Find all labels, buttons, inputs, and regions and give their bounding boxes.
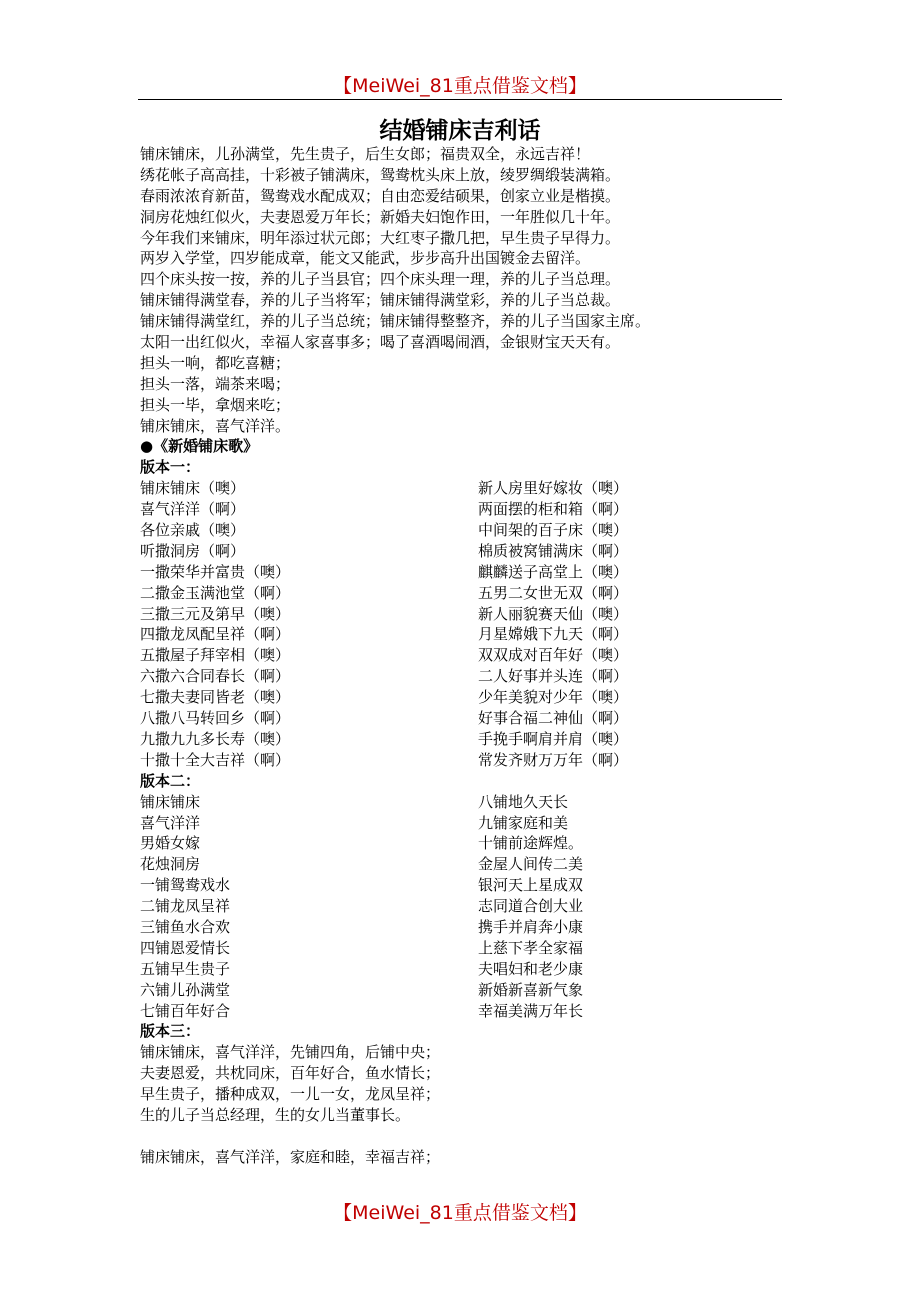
intro-line: 今年我们来铺床，明年添过状元郎；大红枣子撒几把，早生贵子早得力。 xyxy=(140,228,621,247)
verse-right: 银河天上星成双 xyxy=(478,876,584,895)
intro-line: 铺床铺床，喜气洋洋。 xyxy=(140,416,291,435)
verse-right: 双双成对百年好（噢） xyxy=(478,646,629,665)
verse-row xyxy=(140,813,740,834)
verse-row xyxy=(140,792,740,813)
verse-right: 两面摆的柜和箱（啊） xyxy=(478,500,629,519)
version2-label: 版本二： xyxy=(140,771,201,790)
version1-list xyxy=(140,478,740,770)
verse-right: 五男二女世无双（啊） xyxy=(478,583,629,602)
verse-row xyxy=(140,896,740,917)
version3-line: 早生贵子，播种成双，一儿一女，龙凤呈祥； xyxy=(140,1085,441,1104)
header-rule xyxy=(138,99,782,100)
intro-line: 铺床铺得满堂红，养的儿子当总统；铺床铺得整整齐，养的儿子当国家主席。 xyxy=(140,312,651,331)
verse-left: 花烛洞房 xyxy=(140,855,201,874)
document-body xyxy=(140,144,740,1168)
intro-line: 铺床铺床，儿孙满堂，先生贵子，后生女郎；福贵双全，永远吉祥！ xyxy=(140,145,591,163)
verse-left: 三撒三元及第早（噢） xyxy=(140,604,291,623)
verse-row xyxy=(140,708,740,729)
verse-right: 手挽手啊肩并肩（噢） xyxy=(478,729,629,748)
verse-left: 十撒十全大吉祥（啊） xyxy=(140,750,291,769)
verse-right: 金屋人间传二美 xyxy=(478,855,584,874)
version3-lines xyxy=(140,1042,740,1126)
verse-left: 四铺恩爱情长 xyxy=(140,938,231,957)
intro-line: 洞房花烛红似火，夫妻恩爱万年长；新婚夫妇饱作田，一年胜似几十年。 xyxy=(140,207,621,226)
version3-line: 铺床铺床，喜气洋洋，先铺四角，后铺中央； xyxy=(140,1043,441,1062)
verse-right: 十铺前途辉煌。 xyxy=(478,834,584,853)
intro-line: 担头一响，都吃喜糖； xyxy=(140,353,291,372)
intro-line: 担头一毕，拿烟来吃； xyxy=(140,395,291,414)
verse-row xyxy=(140,980,740,1001)
page-footer: 【MeiWei_81重点借鉴文档】 xyxy=(333,1202,587,1224)
verse-right: 携手并肩奔小康 xyxy=(478,917,584,936)
intro-line: 担头一落，端茶来喝； xyxy=(140,374,291,393)
verse-left: 一铺鸳鸯戏水 xyxy=(140,876,231,895)
verse-left: 一撒荣华并富贵（噢） xyxy=(140,562,291,581)
verse-left: 喜气洋洋（啊） xyxy=(140,500,246,519)
verse-row xyxy=(140,854,740,875)
verse-row xyxy=(140,541,740,562)
version3-closing-line: 铺床铺床，喜气洋洋，家庭和睦，幸福吉祥； xyxy=(140,1147,441,1166)
version1-label: 版本一： xyxy=(140,458,201,477)
intro-line: 春雨浓浓育新苗，鸳鸯戏水配成双；自由恋爱结硕果，创家立业是楷摸。 xyxy=(140,186,621,205)
verse-left: 各位亲戚（噢） xyxy=(140,521,246,540)
verse-left: 听撒洞房（啊） xyxy=(140,541,246,560)
verse-row xyxy=(140,938,740,959)
verse-right: 新婚新喜新气象 xyxy=(478,980,584,999)
verse-right: 新人丽貌赛天仙（噢） xyxy=(478,604,629,623)
verse-right: 九铺家庭和美 xyxy=(478,813,569,832)
intro-line: 两岁入学堂，四岁能成章，能文又能武，步步高升出国镀金去留洋。 xyxy=(140,249,591,268)
verse-right: 志同道合创大业 xyxy=(478,897,584,916)
verse-row xyxy=(140,624,740,645)
verse-left: 六撒六合同春长（啊） xyxy=(140,667,291,686)
verse-right: 二人好事并头连（啊） xyxy=(478,667,629,686)
verse-row xyxy=(140,604,740,625)
verse-left: 铺床铺床（噢） xyxy=(140,479,246,498)
verse-row xyxy=(140,687,740,708)
verse-right: 夫唱妇和老少康 xyxy=(478,959,584,978)
document-title: 结婚铺床吉利话 xyxy=(379,118,541,144)
verse-left: 五撒屋子拜宰相（噢） xyxy=(140,646,291,665)
verse-left: 六铺儿孙满堂 xyxy=(140,980,231,999)
verse-right: 少年美貌对少年（噢） xyxy=(478,688,629,707)
verse-left: 五铺早生贵子 xyxy=(140,959,231,978)
verse-right: 八铺地久天长 xyxy=(478,792,569,811)
verse-row xyxy=(140,959,740,980)
intro-line: 太阳一出红似火，幸福人家喜事多；喝了喜酒喝闹酒，金银财宝天天有。 xyxy=(140,333,621,352)
verse-right: 月星嫦娥下九天（啊） xyxy=(478,625,629,644)
verse-right: 好事合福二神仙（啊） xyxy=(478,709,629,728)
verse-row xyxy=(140,478,740,499)
verse-right: 幸福美满万年长 xyxy=(478,1001,584,1020)
verse-left: 铺床铺床 xyxy=(140,792,201,811)
verse-left: 四撒龙凤配呈祥（啊） xyxy=(140,625,291,644)
verse-row xyxy=(140,499,740,520)
verse-left: 喜气洋洋 xyxy=(140,813,201,832)
verse-row xyxy=(140,666,740,687)
verse-row xyxy=(140,583,740,604)
verse-row xyxy=(140,1001,740,1022)
verse-left: 七撒夫妻同皆老（噢） xyxy=(140,688,291,707)
version3-line: 生的儿子当总经理，生的女儿当董事长。 xyxy=(140,1105,411,1124)
page-header: 【MeiWei_81重点借鉴文档】 xyxy=(333,75,587,97)
verse-left: 二撒金玉满池堂（啊） xyxy=(140,583,291,602)
intro-line: 绣花帐子高高挂，十彩被子铺满床，鸳鸯枕头床上放，绫罗绸缎装满箱。 xyxy=(140,165,621,184)
verse-row xyxy=(140,520,740,541)
verse-row xyxy=(140,917,740,938)
version3-line: 夫妻恩爱，共枕同床，百年好合，鱼水情长； xyxy=(140,1064,441,1083)
verse-row xyxy=(140,875,740,896)
song-heading: ●《新婚铺床歌》 xyxy=(140,437,259,456)
verse-left: 男婚女嫁 xyxy=(140,834,201,853)
verse-right: 上慈下孝全家福 xyxy=(478,938,584,957)
paragraph-gap xyxy=(140,1126,740,1147)
verse-left: 八撒八马转回乡（啊） xyxy=(140,709,291,728)
version2-list xyxy=(140,792,740,1022)
verse-row xyxy=(140,562,740,583)
verse-right: 新人房里好嫁妆（噢） xyxy=(478,479,629,498)
verse-left: 七铺百年好合 xyxy=(140,1001,231,1020)
verse-left: 三铺鱼水合欢 xyxy=(140,917,231,936)
intro-line: 铺床铺得满堂春，养的儿子当将军；铺床铺得满堂彩，养的儿子当总裁。 xyxy=(140,291,621,310)
verse-left: 九撒九九多长寿（噢） xyxy=(140,729,291,748)
verse-row xyxy=(140,750,740,771)
verse-right: 棉质被窝铺满床（啊） xyxy=(478,541,629,560)
verse-row xyxy=(140,645,740,666)
intro-section xyxy=(140,144,740,436)
verse-right: 中间架的百子床（噢） xyxy=(478,521,629,540)
verse-row xyxy=(140,729,740,750)
verse-right: 麒麟送子高堂上（噢） xyxy=(478,562,629,581)
verse-right: 常发齐财万万年（啊） xyxy=(478,750,629,769)
version3-label: 版本三： xyxy=(140,1022,201,1041)
verse-row xyxy=(140,833,740,854)
intro-line: 四个床头按一按，养的儿子当县官；四个床头理一理，养的儿子当总理。 xyxy=(140,270,621,289)
verse-left: 二铺龙凤呈祥 xyxy=(140,897,231,916)
